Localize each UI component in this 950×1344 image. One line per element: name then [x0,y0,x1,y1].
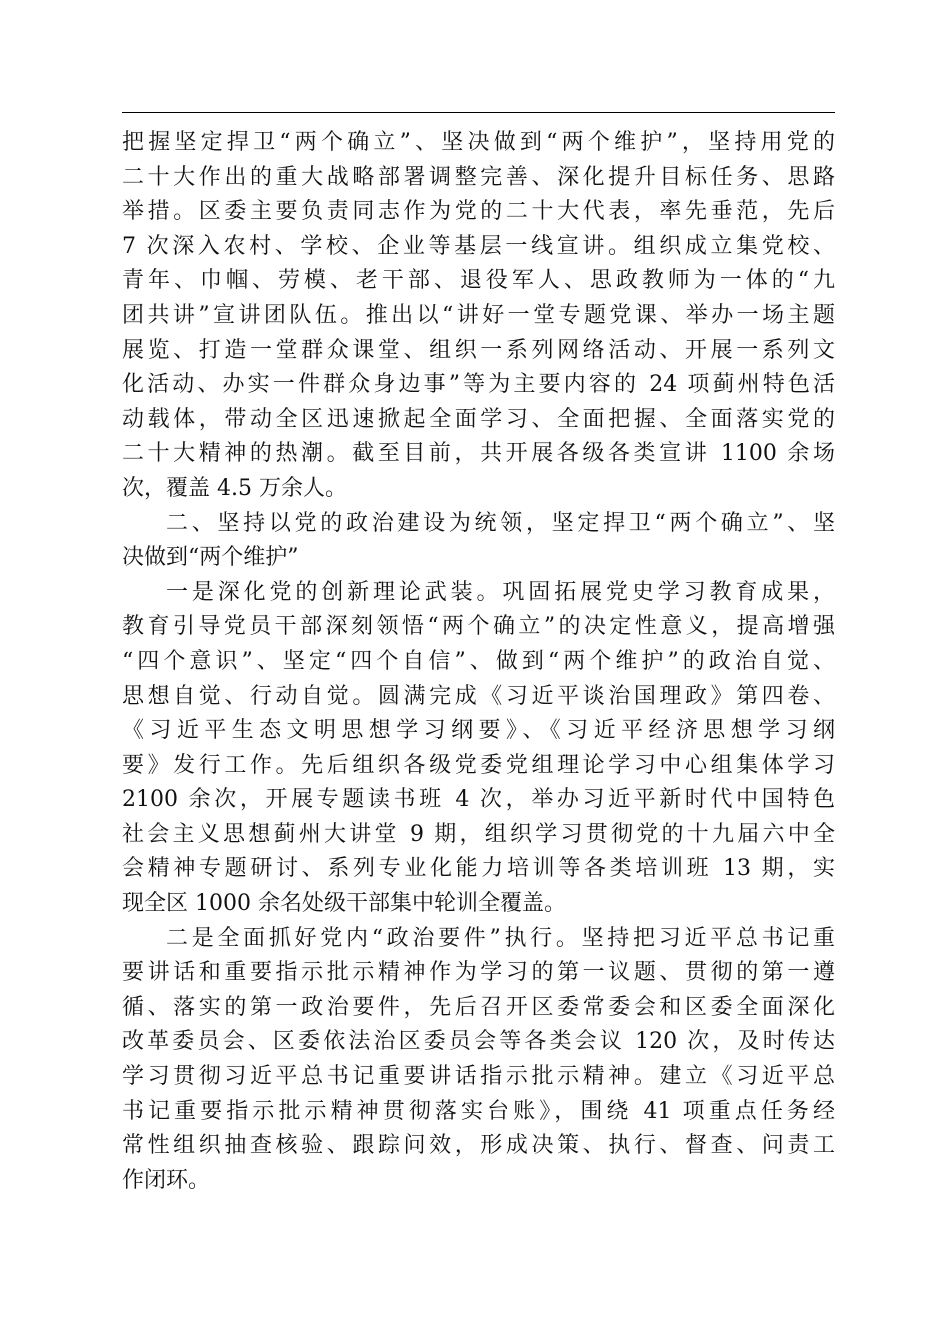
text-line: 次，覆盖 4.5 万余人。 [122,475,347,501]
text-line: 会精神专题研讨、系列专业化能力培训等各类培训班 13 期，实 [122,856,835,882]
text-line: 举措。区委主要负责同志作为党的二十大代表，率先垂范，先后 [122,199,835,225]
text-line: 学习贯彻习近平总书记重要讲话指示批示精神。建立《习近平总 [122,1064,835,1090]
text-line: 《习近平生态文明思想学习纲要》、《习近平经济思想学习纲 [122,718,835,744]
text-line: 教育引导党员干部深刻领悟“两个确立”的决定性意义，提高增强 [122,614,835,640]
text-line: 书记重要指示批示精神贯彻落实台账》，围绕 41 项重点任务经 [122,1098,835,1124]
text-line: 化活动、办实一件群众身边事”等为主要内容的 24 项蓟州特色活 [122,372,835,398]
text-line: 要讲话和重要指示批示精神作为学习的第一议题、贯彻的第一遵 [122,960,835,986]
text-line: 二是全面抓好党内“政治要件”执行。坚持把习近平总书记重 [166,925,835,951]
text-line: 动载体，带动全区迅速掀起全面学习、全面把握、全面落实党的 [122,406,835,432]
header-rule [122,112,835,113]
text-line: 社会主义思想蓟州大讲堂 9 期，组织学习贯彻党的十九届六中全 [122,821,835,847]
text-line: 改革委员会、区委依法治区委员会等各类会议 120 次，及时传达 [122,1029,835,1055]
text-line: 展览、打造一堂群众课堂、组织一系列网络活动、开展一系列文 [122,337,835,363]
section-heading-line: 二、坚持以党的政治建设为统领，坚定捍卫“两个确立”、坚 [166,510,835,536]
text-line: “四个意识”、坚定“四个自信”、做到“两个维护”的政治自觉、 [122,648,835,674]
text-line: 7 次深入农村、学校、企业等基层一线宣讲。组织成立集党校、 [122,233,835,259]
text-line: 要》发行工作。先后组织各级党委党组理论学习中心组集体学习 [122,752,835,778]
text-line: 把握坚定捍卫“两个确立”、坚决做到“两个维护”，坚持用党的 [122,130,835,155]
text-line: 常性组织抽查核验、跟踪问效，形成决策、执行、督查、问责工 [122,1133,835,1159]
text-line: 思想自觉、行动自觉。圆满完成《习近平谈治国理政》第四卷、 [122,683,835,709]
text-line: 现全区 1000 余名处级干部集中轮训全覆盖。 [122,891,566,917]
text-line: 2100 余次，开展专题读书班 4 次，举办习近平新时代中国特色 [122,787,835,813]
text-line: 作闭环。 [122,1167,211,1193]
text-line: 青年、巾帼、劳模、老干部、退役军人、思政教师为一体的“九 [122,268,835,294]
text-line: 二十大精神的热潮。截至目前，共开展各级各类宣讲 1100 余场 [122,441,835,467]
text-line: 循、落实的第一政治要件，先后召开区委常委会和区委全面深化 [122,994,835,1020]
text-line: 二十大作出的重大战略部署调整完善、深化提升目标任务、思路 [122,164,835,190]
section-heading-line: 决做到“两个维护” [122,545,299,571]
document-body [122,126,835,1198]
text-line: 团共讲”宣讲团队伍。推出以“讲好一堂专题党课、举办一场主题 [122,302,835,328]
text-line: 一是深化党的创新理论武装。巩固拓展党史学习教育成果， [166,579,835,605]
